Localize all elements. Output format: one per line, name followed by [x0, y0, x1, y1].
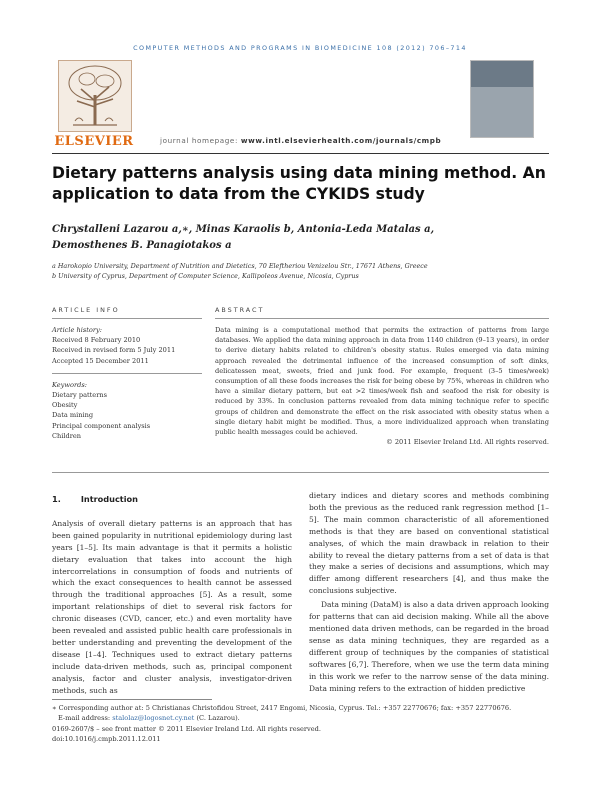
affiliation-b: b University of Cyprus, Department of Computer Science, Kallipoleos Avenue, Nicosia, Cyprus	[52, 272, 359, 280]
footnote-rule	[52, 699, 212, 700]
abstract-rule	[215, 318, 549, 319]
header-rule	[52, 153, 549, 154]
email-line	[52, 713, 549, 723]
article-title: Dietary patterns analysis using data mining method. An application to data from the CYKIDS study	[52, 164, 546, 203]
section-title: Introduction	[80, 494, 138, 504]
section-heading-introduction	[52, 494, 292, 506]
section-number: 1.	[52, 494, 61, 504]
keyword: Children	[52, 431, 82, 440]
accepted-date: Accepted 15 December 2011	[52, 356, 149, 365]
abstract-block	[215, 325, 549, 447]
email-suffix: (C. Lazarou).	[196, 714, 240, 723]
keywords-label: Keywords:	[52, 380, 87, 389]
info-rule	[52, 318, 202, 319]
author-list	[52, 222, 549, 254]
authors-line-1: Chrystalleni Lazarou a,∗, Minas Karaolis b, Antonia-Leda Matalas a,	[52, 224, 435, 235]
abstract-text: Data mining is a computational method that permits the extraction of patterns from large databases. We applied the data mining approach in data from 1140 children (9–13 years), in order to derive dietary habits related to children's obesity status. Rules emerged via data mining approach revealed the detrimental influence of the increased consumption of soft dinks, delicatessen meat, sweets, fried and junk food. For example, frequent (3–5 times/week) consumption of all these foods increases the risk for being obese by 75%, whereas in children who have a similar dietary pattern, but eat >2 times/week fish and seafood the risk for obesity is reduced by 33%. In conclusion patterns revealed from data mining technique refer to specific groups of children and demonstrate the effect on the risk associated with obesity status when a single dietary habit might be modified. Thus, a more individualized approach when translating public health messages could be achieved.	[215, 326, 549, 437]
email-label: E-mail address:	[58, 714, 111, 723]
homepage-url[interactable]: www.intl.elsevierhealth.com/journals/cmpb	[240, 136, 442, 145]
keyword: Obesity	[52, 401, 78, 410]
article-info	[52, 325, 202, 441]
intro-paragraph-3: Data mining (DataM) is also a data driven approach looking for patterns that can aid decision making. While all the above mentioned data driven methods, can be regarded in the broad sense as data mining techniques, they are regarded as a different group of techniques by the companies of statistical softwares [6,7]. Therefore, when we use the term data mining in this work we refer to the narrow sense of the data mining. Data mining refers to the extraction of hidden predictive	[309, 600, 549, 693]
revised-date: Received in revised form 5 July 2011	[52, 346, 176, 355]
authors-line-2: Demosthenes B. Panagiotakos a	[52, 240, 232, 251]
keyword: Dietary patterns	[52, 391, 107, 400]
email-link[interactable]: stalolaz@logosnet.cy.net	[112, 714, 195, 723]
intro-paragraph-2: dietary indices and dietary scores and methods combining both the previous as the reduced rank regression method [1–5]. The main common characteristic of all aforementioned methods is that they are based on conventional statistical analyses, of which the main drawback in relation to their ability to reveal the dietary patterns from a set of data is that they make a series of decisions and assumptions, which may differ among different researchers [4], and thus make the conclusions subjective.	[309, 491, 549, 596]
journal-citation-line: COMPUTER METHODS AND PROGRAMS IN BIOMEDICINE 108 (2012) 706–714	[133, 44, 467, 52]
keyword: Data mining	[52, 411, 94, 420]
doi-line[interactable]: doi:10.1016/j.cmpb.2011.12.011	[52, 735, 161, 744]
intro-paragraph-1: Analysis of overall dietary patterns is an approach that has been gained popularity in nutritional epidemiology during last years [1–5]. Its main advantage is that it permits a holistic dietary evaluation that takes into account the high intercorrelations in consumption of foods and nutrients of which the exact consequences to health cannot be assessed through the traditional approaches [5]. As a result, some important relationships of diet to several risk factors for chronic diseases (CVD, cancer, etc.) and even mortality have been revealed and assisted public health care professionals in better understanding and preventing the development of the disease [1–4]. Techniques used to extract dietary patterns include data-driven methods, such as, principal component analysis, factor and cluster analysis, investigator-driven methods, such as	[52, 518, 292, 695]
copyright-notice: © 2011 Elsevier Ireland Ltd. All rights reserved.	[386, 438, 549, 447]
history-label: Article history:	[52, 326, 102, 334]
affiliation-a: a Harokopio University, Department of Nutrition and Dietetics, 70 Eleftheriou Venizelou Str., 17671 Athens, Greece	[52, 262, 428, 270]
article-info-heading: ARTICLE INFO	[52, 306, 120, 314]
intro-right-column	[309, 490, 549, 694]
footnote-block	[52, 703, 549, 745]
abstract-heading: ABSTRACT	[215, 306, 265, 314]
keyword: Principal component analysis	[52, 421, 151, 430]
homepage-label: journal homepage:	[160, 136, 238, 145]
issn-line: 0169-2607/$ – see front matter © 2011 Elsevier Ireland Ltd. All rights reserved.	[52, 724, 321, 733]
abstract-bottom-rule	[52, 472, 549, 473]
corresponding-author-note: ∗ Corresponding author at: 5 Christianas Christofidou Street, 2417 Engomi, Nicosia, Cyprus. Tel.: +357 22770676; fax: +357 22770676.	[52, 704, 512, 712]
tree-logo-icon	[58, 60, 132, 132]
journal-homepage	[160, 136, 441, 145]
intro-left-column	[52, 494, 292, 697]
journal-cover-thumbnail	[470, 60, 534, 138]
received-date: Received 8 February 2010	[52, 336, 141, 345]
keywords-rule	[52, 373, 202, 374]
publisher-logo-text: ELSEVIER	[54, 134, 134, 149]
elsevier-logo	[52, 56, 136, 152]
